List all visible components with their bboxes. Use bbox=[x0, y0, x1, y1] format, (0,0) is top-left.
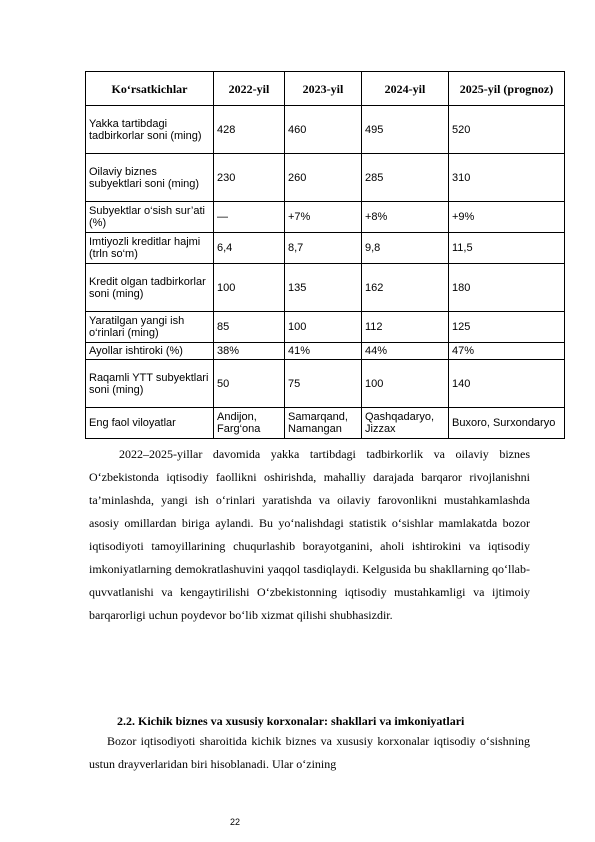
table-cell: 47% bbox=[449, 343, 565, 360]
header-2022: 2022-yil bbox=[214, 72, 285, 106]
table-cell: 100 bbox=[214, 264, 285, 312]
table-row bbox=[86, 312, 565, 343]
table-cell: Qashqadaryo, Jizzax bbox=[362, 408, 449, 439]
table-row bbox=[86, 202, 565, 233]
table-cell: 9,8 bbox=[362, 233, 449, 264]
table-cell: 38% bbox=[214, 343, 285, 360]
table-cell: 11,5 bbox=[449, 233, 565, 264]
table-cell: — bbox=[214, 202, 285, 233]
table-cell: 85 bbox=[214, 312, 285, 343]
table-cell: 495 bbox=[362, 106, 449, 154]
row-label: Eng faol viloyatlar bbox=[86, 408, 214, 439]
table-cell: +8% bbox=[362, 202, 449, 233]
row-label: Subyektlar o‘sish sur’ati (%) bbox=[86, 202, 214, 233]
table-cell: 100 bbox=[285, 312, 362, 343]
header-2024: 2024-yil bbox=[362, 72, 449, 106]
row-label: Raqamli YTT subyektlari soni (ming) bbox=[86, 360, 214, 408]
table-row bbox=[86, 408, 565, 439]
table-cell: 310 bbox=[449, 154, 565, 202]
row-label: Oilaviy biznes subyektlari soni (ming) bbox=[86, 154, 214, 202]
table-cell: Samarqand, Namangan bbox=[285, 408, 362, 439]
row-label: Yakka tartibdagi tadbirkorlar soni (ming) bbox=[86, 106, 214, 154]
table-cell: 180 bbox=[449, 264, 565, 312]
table-cell: Andijon, Farg‘ona bbox=[214, 408, 285, 439]
statistics-table bbox=[85, 71, 565, 439]
table-cell: 520 bbox=[449, 106, 565, 154]
table-cell: 460 bbox=[285, 106, 362, 154]
header-indicators: Ko‘rsatkichlar bbox=[86, 72, 214, 106]
table-cell: +7% bbox=[285, 202, 362, 233]
table-row bbox=[86, 343, 565, 360]
table-cell: 140 bbox=[449, 360, 565, 408]
table-row bbox=[86, 154, 565, 202]
table-row bbox=[86, 264, 565, 312]
header-2025: 2025-yil (prognoz) bbox=[449, 72, 565, 106]
table-cell: 125 bbox=[449, 312, 565, 343]
table-cell: 41% bbox=[285, 343, 362, 360]
table-cell: 75 bbox=[285, 360, 362, 408]
row-label: Kredit olgan tadbirkorlar soni (ming) bbox=[86, 264, 214, 312]
body-paragraph: 2022–2025-yillar davomida yakka tartibdagi tadbirkorlik va oilaviy biznes O‘zbekistonda iqtisodiy faollikni oshirishda, mahalliy darajada barqaror rivojlanishni ta’minlashda, yangi ish o‘rinlari yaratishda va oilaviy farovonlikni mustahkamlashda asosiy omillardan biriga aylandi. Bu yo‘nalishdagi statistik o‘sishlar mamlakatda bozor iqtisodiyoti tamoyillarining chuqurlashib borayotganini, aholi ishtirokini va iqtisodiy imkoniyatlarning demokratlashuvini yaqqol tasdiqlaydi. Kelgusida bu shakllarning qo‘llab-quvvatlanishi va kengaytirilishi O‘zbekistonning iqtisodiy mustahkamligi va ijtimoiy barqarorligi uchun poydevor bo‘lib xizmat qilishi shubhasizdir. bbox=[89, 447, 530, 622]
table-cell: 112 bbox=[362, 312, 449, 343]
body-paragraph: Bozor iqtisodiyoti sharoitida kichik biznes va xususiy korxonalar iqtisodiy o‘sishning ustun drayverlaridan biri hisoblanadi. Ular o‘zining bbox=[89, 734, 530, 771]
table-cell: 162 bbox=[362, 264, 449, 312]
table-cell: 135 bbox=[285, 264, 362, 312]
table-cell: 50 bbox=[214, 360, 285, 408]
row-label: Imtiyozli kreditlar hajmi (trln so‘m) bbox=[86, 233, 214, 264]
table-row bbox=[86, 106, 565, 154]
table-row bbox=[86, 360, 565, 408]
table-row bbox=[86, 233, 565, 264]
page-number: 22 bbox=[230, 817, 241, 827]
table-cell: +9% bbox=[449, 202, 565, 233]
table-cell: 6,4 bbox=[214, 233, 285, 264]
table-cell: 230 bbox=[214, 154, 285, 202]
section-heading: 2.2. Kichik biznes va xususiy korxonalar: shakllari va imkoniyatlari bbox=[117, 714, 465, 728]
table-header-row bbox=[86, 72, 565, 106]
table-cell: Buxoro, Surxondaryo bbox=[449, 408, 565, 439]
table-cell: 100 bbox=[362, 360, 449, 408]
table-cell: 8,7 bbox=[285, 233, 362, 264]
header-2023: 2023-yil bbox=[285, 72, 362, 106]
table-cell: 428 bbox=[214, 106, 285, 154]
table-cell: 285 bbox=[362, 154, 449, 202]
row-label: Yaratilgan yangi ish o‘rinlari (ming) bbox=[86, 312, 214, 343]
table-cell: 44% bbox=[362, 343, 449, 360]
table-cell: 260 bbox=[285, 154, 362, 202]
row-label: Ayollar ishtiroki (%) bbox=[86, 343, 214, 360]
